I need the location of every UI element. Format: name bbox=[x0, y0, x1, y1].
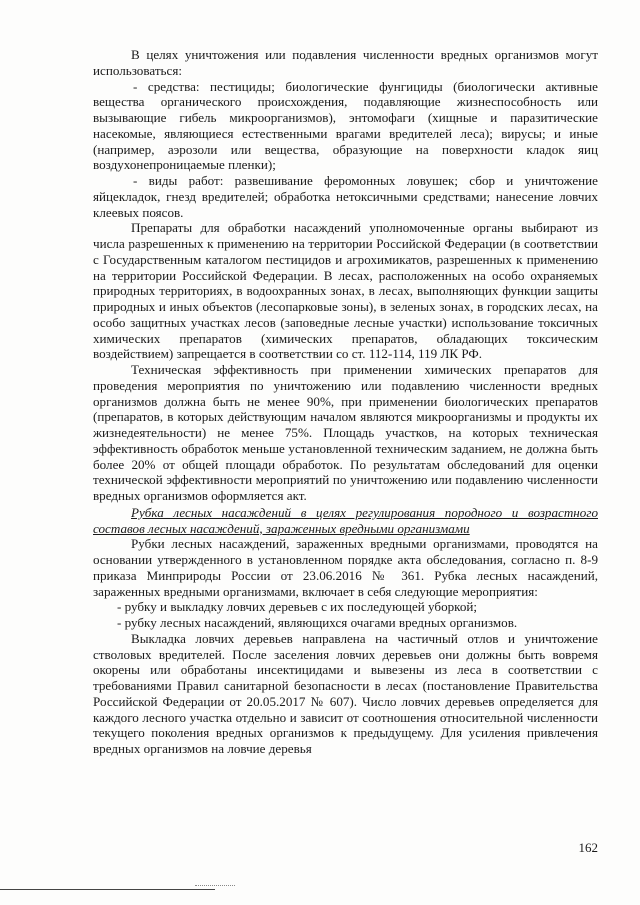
paragraph-efficiency: Техническая эффективность при применении химических препаратов для проведения мероприятия по уничтожению или подавлению численности вредных организмов должна быть не менее 90%, при применении биологических препаратов (препаратов, в которых действующим началом являются микроорганизмы и продукты их жизнедеятельности) не менее 75%. Площадь участков, на которых техническая эффективность обработок меньше установленной техническим заданием, не должна быть более 20% от общей площади обработок. По результатам обследований для оценки технической эффективности мероприятий по уничтожению или подавлению численности вредных организмов оформляется акт. bbox=[93, 362, 598, 503]
section-heading: Рубка лесных насаждений в целях регулирования породного и возрастного составов лесных насаждений, зараженных вредными организмами bbox=[93, 504, 598, 536]
paragraph-trap-trees: Выкладка ловчих деревьев направлена на частичный отлов и уничтожение стволовых вредителей. После заселения ловчих деревьев они должны быть вовремя окорены или обработаны инсектицидами и вывезены из леса в соответствии с требованиями Правил санитарной безопасности в лесах (постановление Правительства Российской Федерации от 20.05.2017 № 607). Число ловчих деревьев определяется для каждого лесного участка отдельно и зависит от соотношения относительной численности текущего поколения вредных организмов к предыдущему. Для усиления привлечения вредных организмов на ловчие деревья bbox=[93, 630, 598, 756]
paragraph-felling: Рубки лесных насаждений, зараженных вредными организмами, проводятся на основании утвержденного в установленном порядке акта обследования, согласно п. 8-9 приказа Минприроды России от 23.06.2016 № 361. Рубка лесных насаждений, зараженных вредными организмами, включает в себя следующие мероприятия: bbox=[93, 536, 598, 599]
footer-rule bbox=[0, 889, 215, 890]
footer-dotted-rule bbox=[195, 885, 235, 887]
paragraph-means-list-item: - средства: пестициды; биологические фунгициды (биологически активные вещества органического происхождения, подавляющие жизнеспособность или вызывающие гибель микроорганизмов), энтомофаги (хищные и паразитические насекомые, являющиеся естественными врагами вредителей леса); вирусы; и иные (например, аэрозоли или вещества, образующие на поверхности кладок яиц воздухонепроницаемые пленки); bbox=[93, 78, 598, 173]
paragraph-intro: В целях уничтожения или подавления численности вредных организмов могут использоваться: bbox=[93, 47, 598, 78]
document-body bbox=[93, 47, 598, 757]
page-number: 162 bbox=[578, 840, 598, 855]
paragraph-works-list-item: - виды работ: развешивание феромонных ловушек; сбор и уничтожение яйцекладок, гнезд вредителей; обработка нетоксичными средствами; нанесение ловчих клеевых поясов. bbox=[93, 173, 598, 220]
paragraph-preparations: Препараты для обработки насаждений уполномоченные органы выбирают из числа разрешенных к применению на территории Российской Федерации (в соответствии с Государственным каталогом пестицидов и агрохимикатов, разрешенных к применению на территории Российской Федерации. В лесах, расположенных на особо охраняемых природных территориях, в водоохранных зонах, в лесах, выполняющих функции защиты природных и иных объектов (лесопарковые зоны), в зеленых зонах, в городских лесах, на особо защитных участках лесов (заповедные лесные участки) использование токсичных химических препаратов (химических препаратов, обладающих токсическим воздействием) запрещается в соответствии со ст. 112-114, 119 ЛК РФ. bbox=[93, 220, 598, 362]
list-item-trap-trees: - рубку и выкладку ловчих деревьев с их последующей уборкой; bbox=[117, 599, 478, 615]
list-item-felling-foci: - рубку лесных насаждений, являющихся очагами вредных организмов. bbox=[117, 615, 518, 630]
